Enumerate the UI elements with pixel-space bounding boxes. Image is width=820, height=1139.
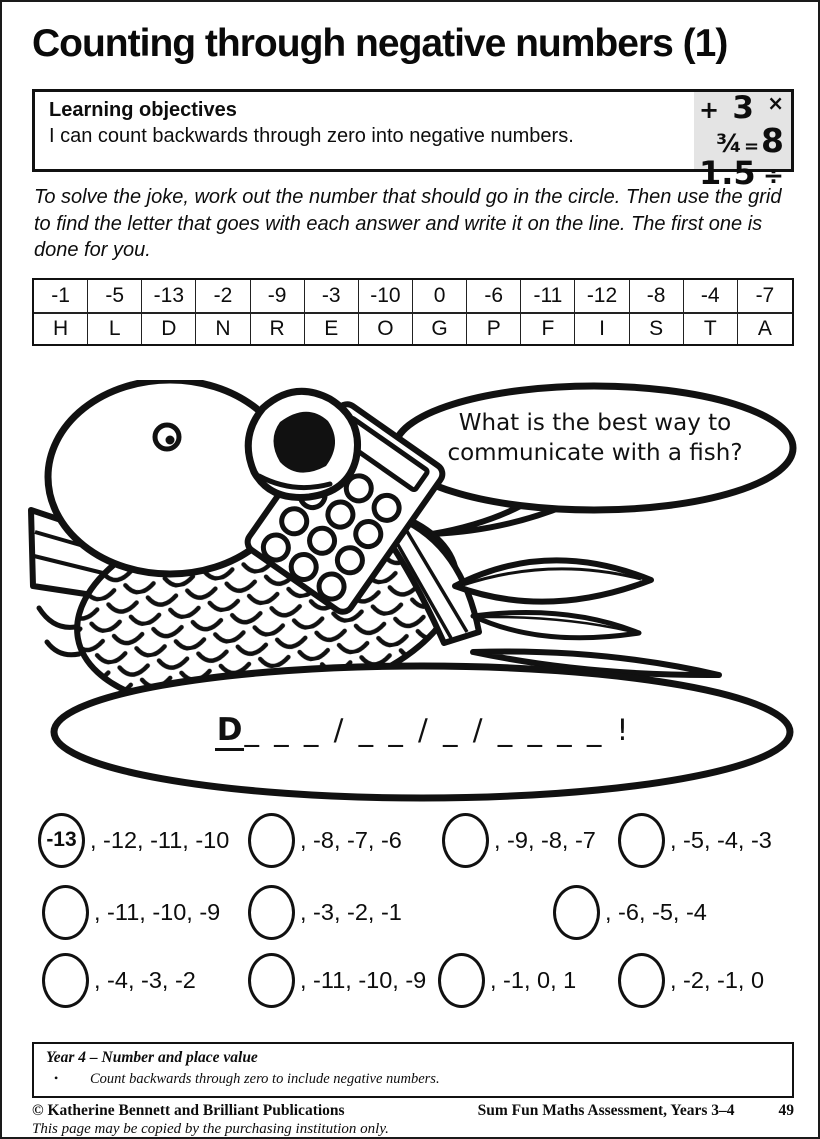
copyright-text: © Katherine Bennett and Brilliant Publications bbox=[32, 1102, 345, 1119]
exercise-item bbox=[553, 884, 707, 940]
grid-number-cell: -8 bbox=[630, 280, 684, 314]
exercise-circle bbox=[42, 885, 89, 940]
curriculum-heading: Year 4 – Number and place value bbox=[46, 1049, 258, 1066]
exercise-item bbox=[42, 952, 196, 1008]
learning-objectives-text bbox=[49, 99, 679, 148]
exercise-sequence: , -1, 0, 1 bbox=[490, 966, 577, 993]
exercise-item bbox=[442, 812, 596, 868]
grid-number-cell: -10 bbox=[359, 280, 413, 314]
exercise-circle bbox=[618, 953, 665, 1008]
page-number: 49 bbox=[778, 1102, 794, 1119]
learning-objectives-box bbox=[32, 89, 794, 192]
credits-row bbox=[32, 1102, 802, 1120]
grid-letter-cell: E bbox=[305, 314, 359, 344]
grid-letter-cell: P bbox=[467, 314, 521, 344]
grid-letter-cell: L bbox=[88, 314, 142, 344]
grid-number-cell: -7 bbox=[738, 280, 792, 314]
fish-mouth bbox=[274, 412, 336, 473]
grid-letter-cell: G bbox=[413, 314, 467, 344]
exercise-sequence: , -11, -10, -9 bbox=[300, 966, 427, 993]
grid-number-cell: -13 bbox=[142, 280, 196, 314]
exercise-circle bbox=[248, 885, 295, 940]
exercise-circle bbox=[442, 813, 489, 868]
fraction-three-quarters: ¾ bbox=[716, 129, 742, 158]
tail-leaf-upper bbox=[455, 560, 651, 601]
grid-number-cell: -11 bbox=[521, 280, 575, 314]
answer-given-letter: D bbox=[215, 712, 245, 751]
exercise-circle bbox=[248, 813, 295, 868]
exercise-sequence: , -11, -10, -9 bbox=[94, 898, 221, 925]
answer-blanks: _ _ _ / _ _ / _ / _ _ _ _ ! bbox=[244, 713, 630, 747]
grid-letter-cell: R bbox=[251, 314, 305, 344]
fish-pupil bbox=[166, 436, 175, 445]
learning-objectives-heading: Learning objectives bbox=[49, 99, 237, 121]
grid-letter-cell: O bbox=[359, 314, 413, 344]
grid-letter-cell: A bbox=[757, 317, 772, 340]
grid-letter-cell: F bbox=[521, 314, 575, 344]
exercise-item bbox=[618, 812, 772, 868]
curriculum-objective: Count backwards through zero to include negative numbers. bbox=[90, 1071, 440, 1087]
grid-number-cell: -5 bbox=[88, 280, 142, 314]
grid-number-cell: -12 bbox=[575, 280, 629, 314]
exercise-circle bbox=[438, 953, 485, 1008]
multiply-symbol: × bbox=[767, 91, 784, 115]
exercise-sequence: , -8, -7, -6 bbox=[300, 826, 402, 853]
series-title: Sum Fun Maths Assessment, Years 3–4 bbox=[477, 1102, 735, 1119]
exercise-sequence: , -6, -5, -4 bbox=[605, 898, 707, 925]
grid-letter-cell: N bbox=[196, 314, 250, 344]
exercise-item bbox=[438, 952, 576, 1008]
grid-number-cell: -4 bbox=[684, 280, 738, 314]
number-three: 3 bbox=[732, 90, 754, 126]
exercise-sequence: , -9, -8, -7 bbox=[494, 826, 596, 853]
divide-symbol: ÷ bbox=[763, 161, 784, 190]
exercise-sequence: , -2, -1, 0 bbox=[670, 966, 765, 993]
grid-number-cell: -3 bbox=[305, 280, 359, 314]
exercise-item bbox=[248, 812, 402, 868]
page-title: Counting through negative numbers (1) bbox=[32, 22, 728, 65]
exercise-item bbox=[38, 812, 229, 868]
task-instructions: To solve the joke, work out the number that should go in the circle. Then use the grid to find the letter that goes with each answer and write it on the line. The first one is done for you. bbox=[34, 186, 782, 262]
speech-bubble-text bbox=[409, 409, 781, 469]
exercise-item bbox=[42, 884, 220, 940]
number-eight: 8 bbox=[761, 121, 784, 160]
joke-question-line2: communicate with a fish? bbox=[447, 439, 743, 466]
curriculum-box bbox=[32, 1042, 794, 1098]
license-text: This page may be copied by the purchasing institution only. bbox=[32, 1121, 389, 1137]
exercise-sequence: , -4, -3, -2 bbox=[94, 966, 196, 993]
exercise-circle: -13 bbox=[38, 813, 85, 868]
grid-number-cell: -6 bbox=[467, 280, 521, 314]
chin-arc bbox=[47, 642, 79, 655]
learning-objective-statement: I can count backwards through zero into negative numbers. bbox=[49, 125, 574, 147]
grid-number-cell: -9 bbox=[251, 280, 305, 314]
exercise-item bbox=[248, 884, 402, 940]
joke-answer-line bbox=[72, 712, 772, 748]
exercise-circle bbox=[553, 885, 600, 940]
exercise-sequence: , -3, -2, -1 bbox=[300, 898, 402, 925]
grid-letter-cell: D bbox=[142, 314, 196, 344]
exercise-sequence: , -12, -11, -10 bbox=[90, 826, 230, 853]
grid-letter-cell: I bbox=[575, 314, 629, 344]
grid-number-cell: -1 bbox=[34, 280, 88, 314]
exercise-sequence: , -5, -4, -3 bbox=[670, 826, 772, 853]
grid-number-cell: -2 bbox=[196, 280, 250, 314]
equals-symbol: = bbox=[743, 136, 760, 157]
exercise-circle bbox=[42, 953, 89, 1008]
math-symbols-decoration bbox=[694, 90, 791, 192]
exercise-item bbox=[248, 952, 426, 1008]
answer-letter-grid bbox=[32, 278, 794, 346]
grid-number-cell: 0 bbox=[413, 280, 467, 314]
grid-letter-cell: S bbox=[630, 314, 684, 344]
plus-symbol: + bbox=[699, 96, 720, 124]
joke-question-line1: What is the best way to bbox=[458, 410, 732, 436]
exercise-circle bbox=[248, 953, 295, 1008]
exercise-circle bbox=[618, 813, 665, 868]
grid-letter-cell: H bbox=[34, 314, 88, 344]
bullet-icon: • bbox=[54, 1071, 59, 1085]
grid-letter-cell: T bbox=[684, 314, 738, 344]
chin-arc bbox=[39, 608, 75, 627]
exercise-item bbox=[618, 952, 764, 1008]
decimal-number: 1.5 bbox=[699, 154, 756, 192]
